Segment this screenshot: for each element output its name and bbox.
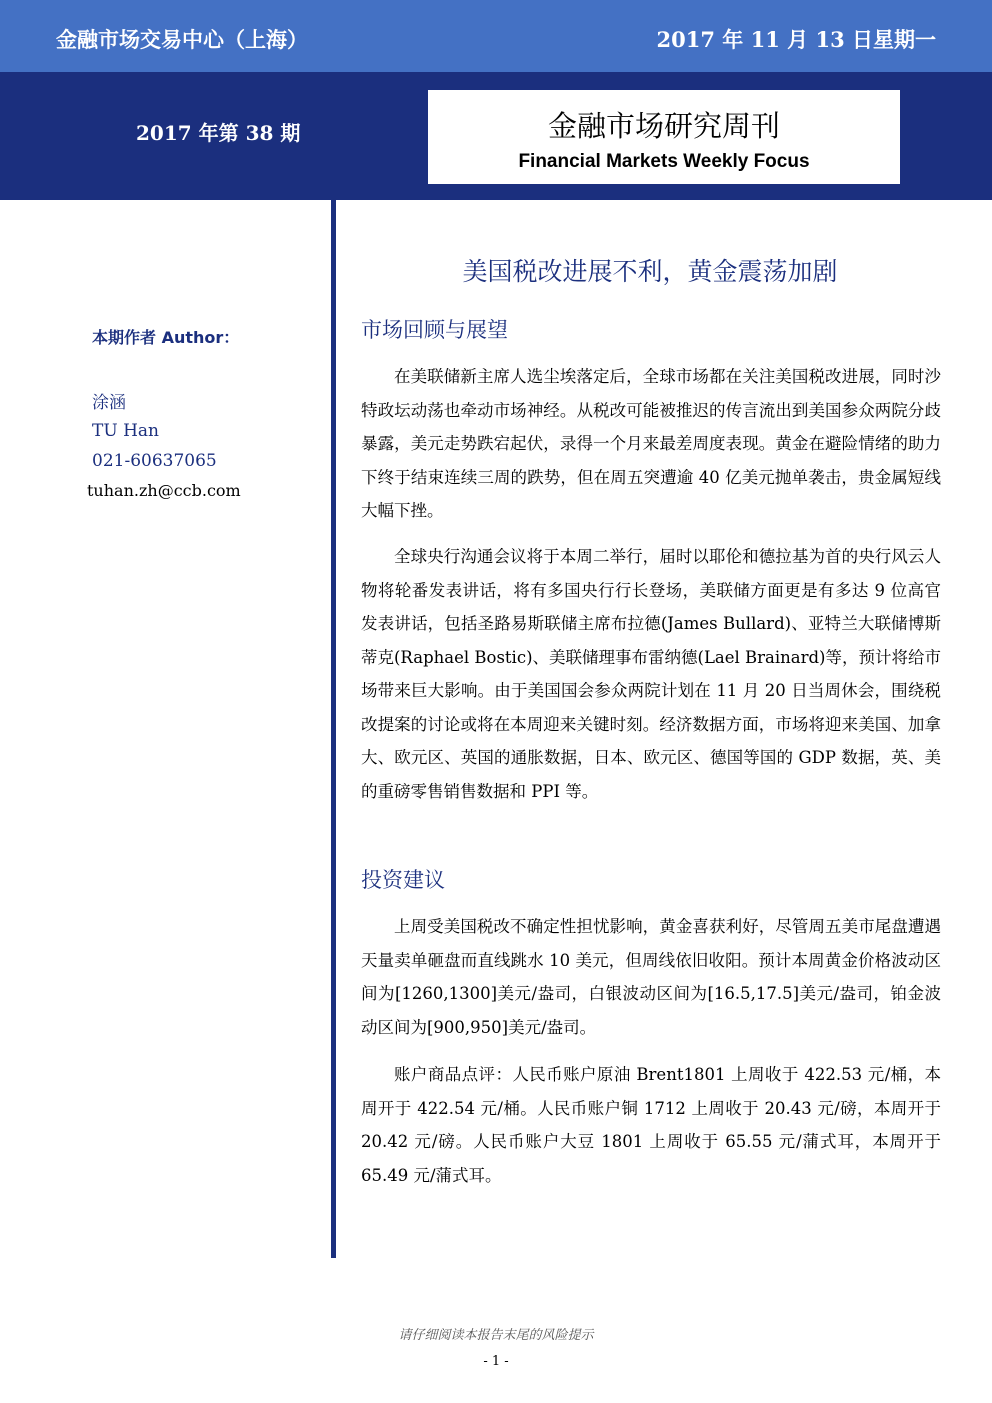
paragraph-advice-1: 上周受美国税改不确定性担忧影响，黄金喜获利好，尽管周五美市尾盘遭遇天量卖单砸盘而直线跳水 10 美元，但周线依旧收阳。预计本周黄金价格波动区间为[1260,1300]美元/盎司，白银波动区间为[16.5,17.5]美元/盎司，铂金波动区间为[900,950]美元/盎司。 [361, 917, 941, 1037]
risk-notice: 请仔细阅读本报告末尾的风险提示 [398, 1328, 594, 1343]
paragraph-review-1: 在美联储新主席人选尘埃落定后，全球市场都在关注美国税改进展，同时沙特政坛动荡也牵动市场神经。从税改可能被推迟的传言流出到美国参众两院分歧暴露，美元走势跌宕起伏，录得一个月来最差周度表现。黄金在避险情绪的助力下终于结束连续三周的跌势，但在周五突遭逾 40 亿美元抛单袭击，贵金属短线大幅下挫。 [361, 367, 941, 520]
publication-title-en: Financial Markets Weekly Focus [518, 151, 810, 172]
section-heading-review: 市场回顾与展望 [361, 318, 508, 342]
top-header-bar [0, 0, 992, 72]
author-email: tuhan.zh@ccb.com [87, 481, 241, 500]
author-phone: 021-60637065 [92, 451, 217, 471]
author-name-cn: 涂涵 [92, 393, 126, 413]
paragraph-advice-2: 账户商品点评：人民币账户原油 Brent1801 上周收于 422.53 元/桶，本周开于 422.54 元/桶。人民币账户铜 1712 上周收于 20.43 元/磅，本周开于 20.42 元/磅。人民币账户大豆 1801 上周收于 65.55 元/蒲式耳，本周开于 65.49 元/蒲式耳。 [361, 1065, 941, 1185]
author-name-en: TU Han [92, 421, 159, 441]
publication-title-cn: 金融市场研究周刊 [547, 109, 780, 143]
masthead-band [0, 72, 992, 200]
author-heading: 本期作者 Author： [92, 328, 240, 347]
issue-number: 2017 年第 38 期 [136, 121, 301, 145]
organization-name: 金融市场交易中心（上海） [56, 28, 308, 52]
section-heading-advice: 投资建议 [361, 868, 445, 892]
paragraph-review-2: 全球央行沟通会议将于本周二举行，届时以耶伦和德拉基为首的央行风云人物将轮番发表讲话，将有多国央行行长登场，美联储方面更是有多达 9 位高官发表讲话，包括圣路易斯联储主席布拉德(James Bullard)、亚特兰大联储博斯蒂克(Raphael Bostic)、美联储理事布雷纳德(Lael Brainard)等，预计将给市场带来巨大影响。由于美国国会参众两院计划在 11 月 20 日当周休会，围绕税改提案的讨论或将在本周迎来关键时刻。经济数据方面，市场将迎来美国、加拿大、欧元区、英国的通胀数据，日本、欧元区、德国等国的 GDP 数据，英、美的重磅零售销售数据和 PPI 等。 [361, 547, 941, 801]
article-title: 美国税改进展不利，黄金震荡加剧 [462, 257, 838, 286]
page-number: - 1 - [483, 1354, 509, 1369]
publication-title-box [428, 90, 900, 184]
publication-date: 2017 年 11 月 13 日星期一 [656, 27, 936, 52]
column-divider [331, 200, 336, 1258]
